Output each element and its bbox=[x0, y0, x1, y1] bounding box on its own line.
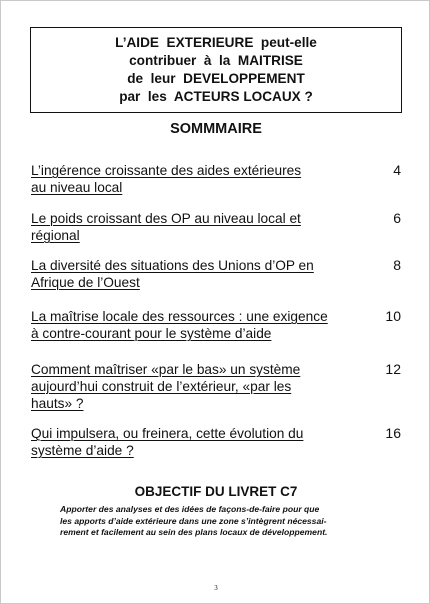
toc-page-number: 4 bbox=[393, 162, 401, 178]
toc-link[interactable] bbox=[31, 425, 349, 459]
toc-entry[interactable] bbox=[31, 361, 411, 412]
sommaire-heading: SOMMMAIRE bbox=[170, 121, 262, 137]
objectif-title: OBJECTIF DU LIVRET C7 bbox=[134, 484, 298, 499]
objectif-text bbox=[60, 504, 380, 539]
toc-line: au niveau local bbox=[31, 180, 123, 195]
toc-line: à contre-courant pour le système d’aide bbox=[31, 326, 272, 341]
toc-page-number: 16 bbox=[385, 425, 401, 441]
toc-link[interactable] bbox=[31, 361, 349, 412]
toc-line: Afrique de l’Ouest bbox=[31, 275, 140, 290]
title-line: de leur DEVELOPPEMENT bbox=[127, 71, 305, 86]
title-line: contribuer à la MAITRISE bbox=[129, 53, 303, 68]
toc-entry[interactable] bbox=[31, 257, 411, 291]
toc-link[interactable] bbox=[31, 308, 349, 342]
toc-page-number: 12 bbox=[385, 361, 401, 377]
toc-line: La diversité des situations des Unions d’OP en bbox=[31, 258, 314, 273]
toc-entry[interactable] bbox=[31, 308, 411, 342]
objectif-line: Apporter des analyses et des idées de façons-de-faire pour que bbox=[60, 504, 320, 514]
toc-line: Qui impulsera, ou freinera, cette évolution du bbox=[31, 426, 304, 441]
objectif-line: les apports d’aide extérieure dans une zone s’intègrent nécessai- bbox=[60, 515, 327, 526]
toc-line: régional bbox=[31, 228, 80, 243]
toc-line: Comment maîtriser «par le bas» un système bbox=[31, 362, 301, 377]
toc-line: La maîtrise locale des ressources : une exigence bbox=[31, 309, 328, 324]
title-line: L’AIDE EXTERIEURE peut-elle bbox=[115, 35, 317, 50]
toc-line: Le poids croissant des OP au niveau local et bbox=[31, 211, 301, 226]
toc-link[interactable] bbox=[31, 162, 349, 196]
toc-entry[interactable] bbox=[31, 162, 411, 196]
toc-line: système d’aide ? bbox=[31, 443, 134, 458]
toc-page-number: 6 bbox=[393, 210, 401, 226]
toc-entry[interactable] bbox=[31, 425, 411, 459]
title-box bbox=[30, 27, 402, 113]
toc-line: aujourd’hui construit de l’extérieur, «par les bbox=[31, 379, 292, 394]
toc-link[interactable] bbox=[31, 257, 349, 291]
toc-entry[interactable] bbox=[31, 210, 411, 244]
toc-page-number: 10 bbox=[385, 308, 401, 324]
toc-line: hauts» ? bbox=[31, 396, 84, 411]
title-line: par les ACTEURS LOCAUX ? bbox=[119, 89, 313, 104]
page-number: 3 bbox=[214, 584, 218, 592]
toc-line: L’ingérence croissante des aides extérieures bbox=[31, 163, 302, 178]
toc-link[interactable] bbox=[31, 210, 349, 244]
toc-page-number: 8 bbox=[393, 257, 401, 273]
objectif-line: rement et facilement au sein des plans locaux de développement. bbox=[60, 527, 328, 537]
